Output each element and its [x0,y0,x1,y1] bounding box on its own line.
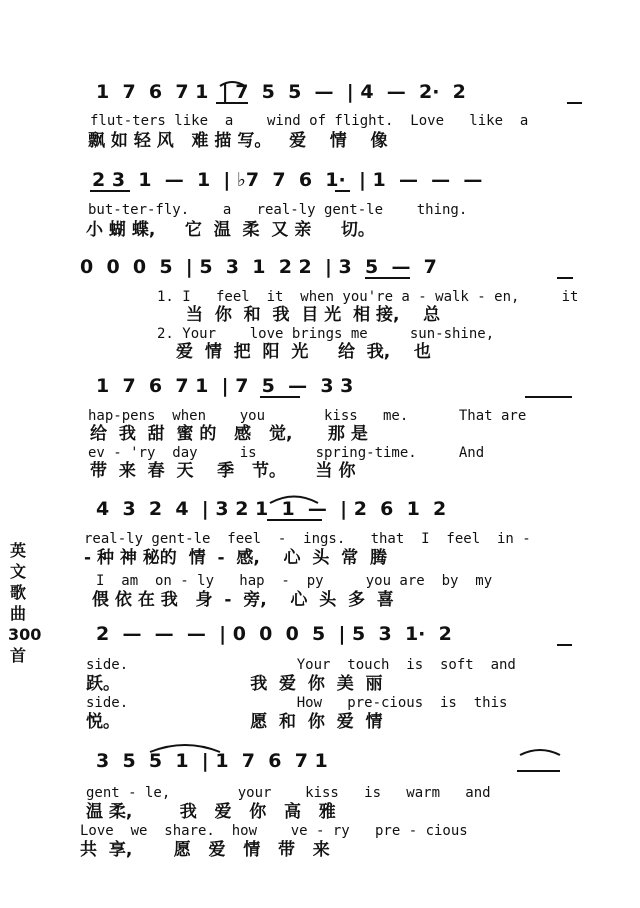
lyric-line-zh: 共 享, 愿 爱 情 带 来 [80,840,330,860]
slur-mark [520,750,560,755]
lyric-line-en: Love we share. how ve - ry pre - cious [80,823,468,839]
notes-row: 3 5 5 1 | 1 7 6 7 1 [96,750,328,772]
notes-row: 0 0 0 5 | 5 3 1 2 2 | 3 5 — 7 [80,256,437,278]
lyric-line-zh: 悦。 愿 和 你 爱 情 [86,712,383,732]
notes-row: 2 3 1 — 1 | ♭7 7 6 1· | 1 — — — [92,169,483,191]
lyric-line-en: side. How pre-cious is this [86,695,508,711]
lyric-line-en: but-ter-fly. a real-ly gent-le thing. [88,202,468,218]
lyric-line-en: I am on - ly hap - py you are by my [96,573,493,589]
lyric-line-en: hap-pens when you kiss me. That are [88,408,527,424]
lyric-line-en: flut-ters like a wind of flight. Love like a [90,113,529,129]
lyric-line-zh: 偎 依 在 我 身 - 旁, 心 头 多 喜 [92,590,394,610]
lyric-line-zh: - 种 神 秘的 情 - 感, 心 头 常 腾 [84,548,388,568]
notes-row: 1 7 6 7 1 | 7 5 — 3 3 [96,375,354,397]
lyric-line-zh: 跃。 我 爱 你 美 丽 [86,674,383,694]
book-title-vertical: 英文歌曲300首 [8,541,42,665]
lyric-line-zh: 温 柔, 我 爱 你 高 雅 [86,802,336,822]
lyric-line-en: ev - 'ry day is spring-time. And [88,445,485,461]
lyric-line-en: side. Your touch is soft and [86,657,516,673]
lyric-line-en: gent - le, your kiss is warm and [86,785,491,801]
lyric-line-zh: 带 来 春 天 季 节。 当 你 [90,461,356,481]
lyric-line-en: 2. Your love brings me sun-shine, [157,326,495,342]
notes-row: 2 — — — | 0 0 0 5 | 5 3 1· 2 [96,623,452,645]
lyric-line-en: 1. I feel it when you're a - walk - en, it [157,289,579,305]
notes-row: 1 7 6 7 1 | 7 5 5 — | 4 — 2· 2 [96,81,466,103]
lyric-line-zh: 小 蝴 蝶, 它 温 柔 又 亲 切。 [86,220,375,240]
notes-row: 4 3 2 4 | 3 2 1 1 — | 2 6 1 2 [96,498,447,520]
lyric-line-zh: 当 你 和 我 目 光 相 接, 总 [186,305,441,325]
lyric-line-zh: 给 我 甜 蜜 的 感 觉, 那 是 [90,424,368,444]
lyric-line-zh: 飘 如 轻 风 难 描 写。 爱 情 像 [88,131,388,151]
lyric-line-zh: 爱 情 把 阳 光 给 我, 也 [176,342,431,362]
lyric-line-en: real-ly gent-le feel - ings. that I feel in - [84,531,531,547]
